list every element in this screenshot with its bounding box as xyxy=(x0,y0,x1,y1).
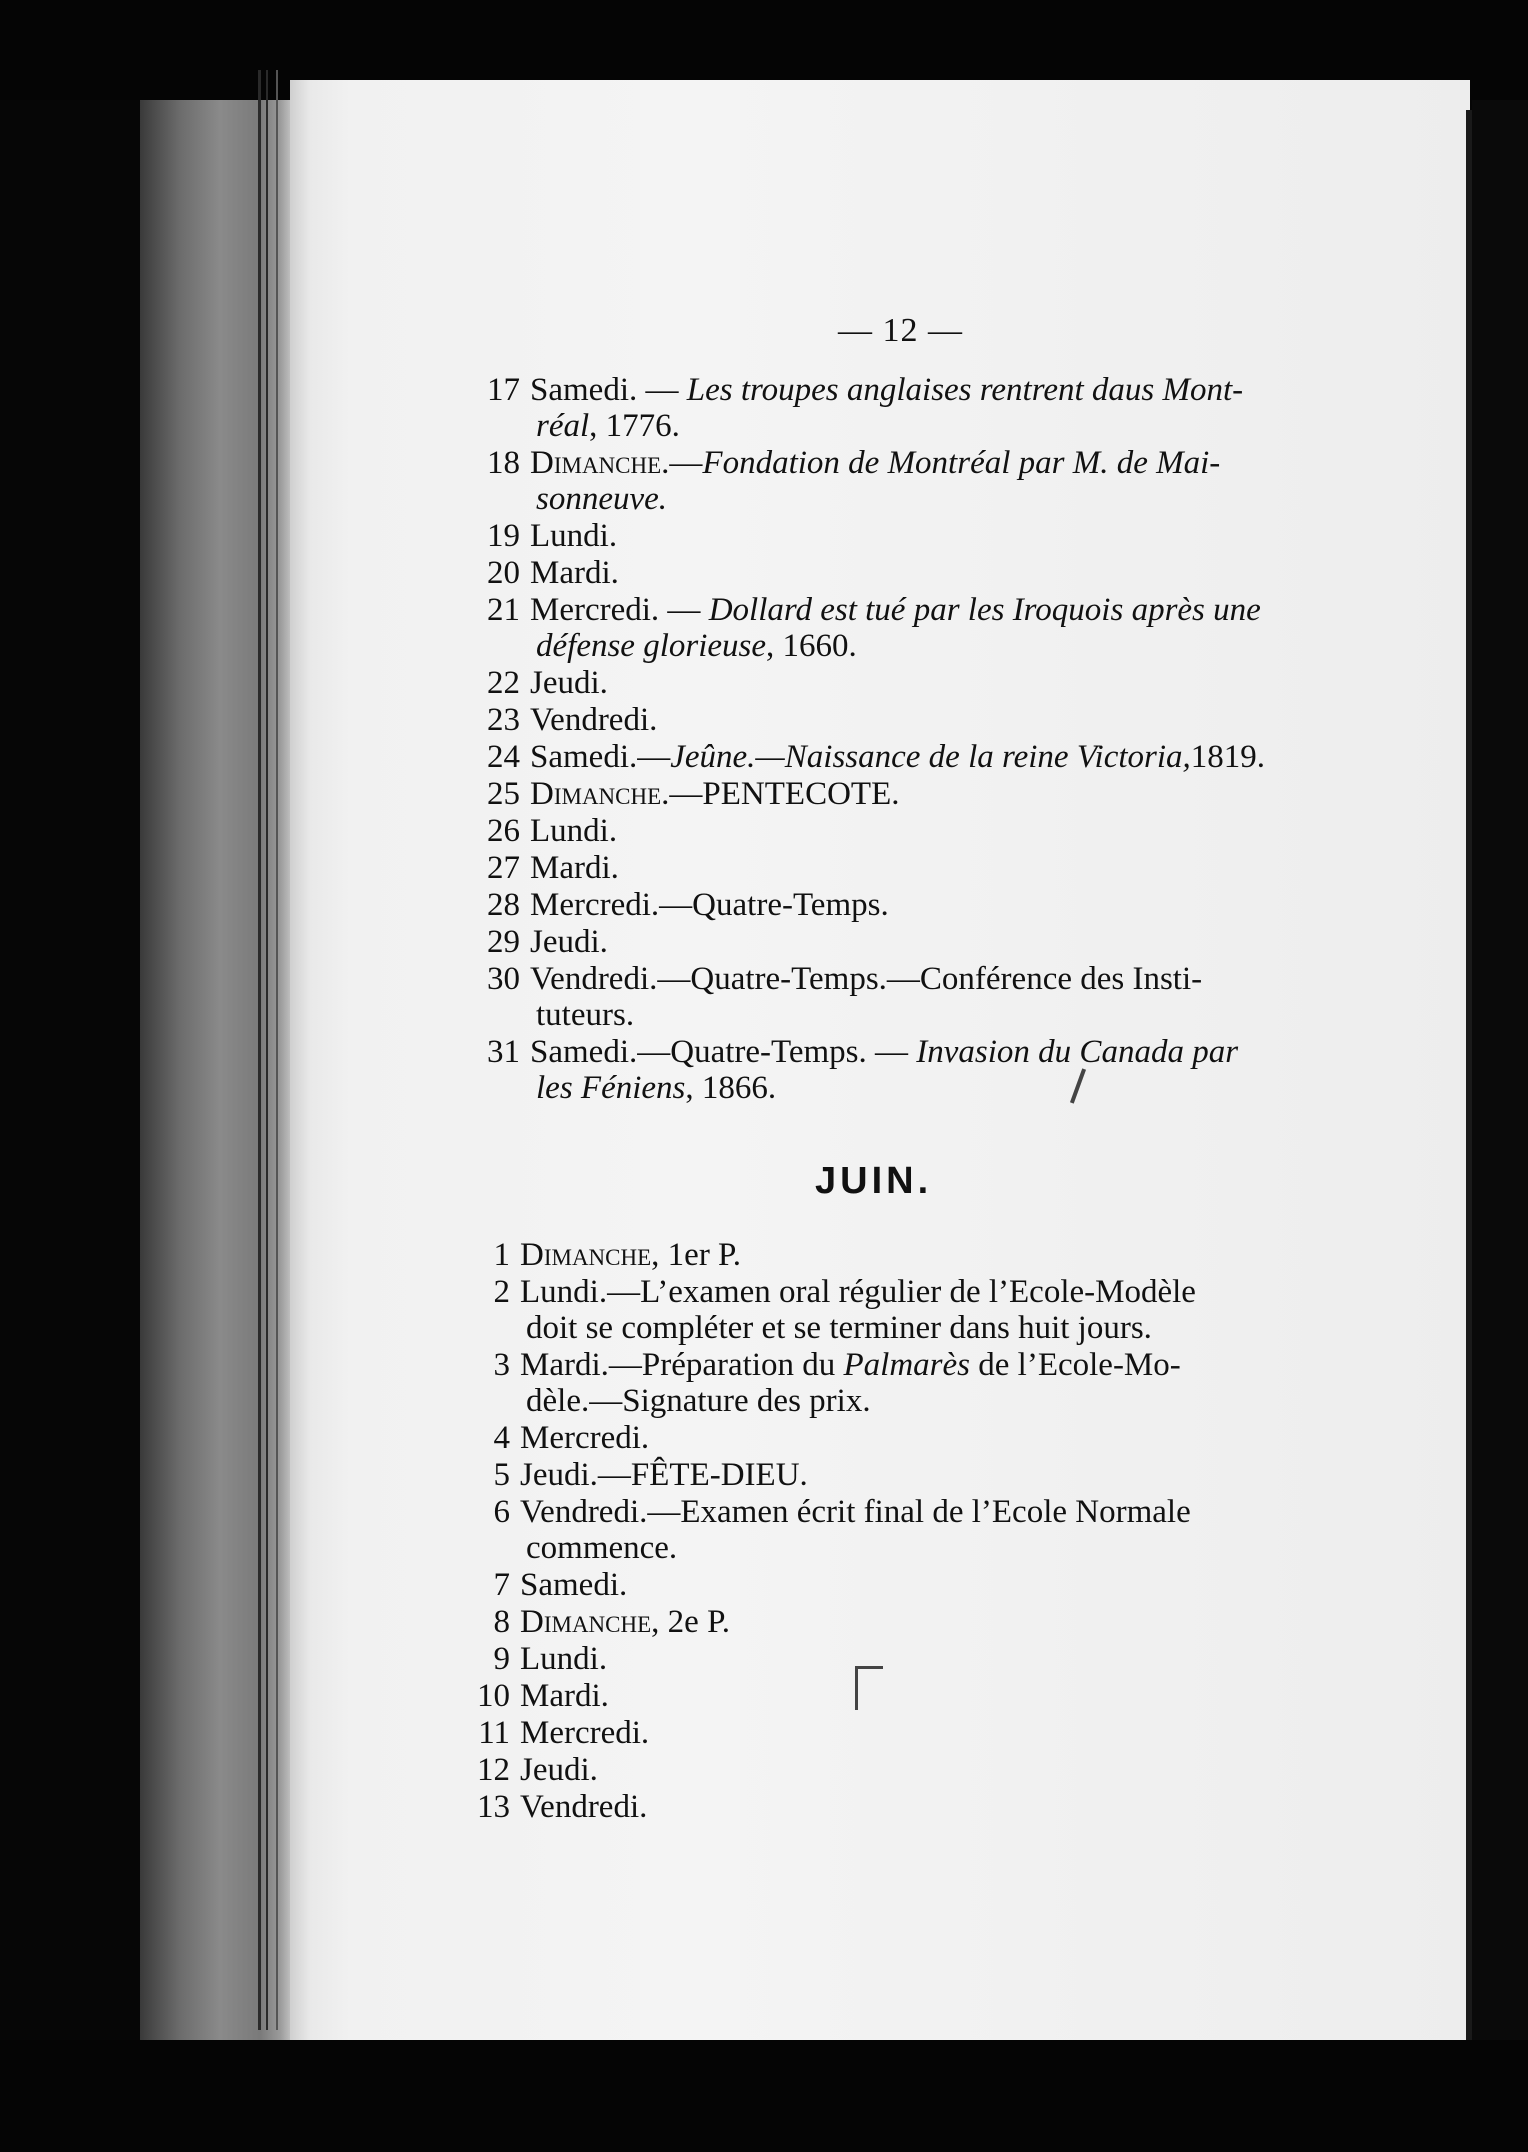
ink-mark xyxy=(855,1668,858,1710)
entry-fragment: Dimanche xyxy=(520,1604,652,1640)
calendar-entry xyxy=(440,887,1320,923)
calendar-entry xyxy=(430,1752,1310,1788)
entry-text xyxy=(530,372,1320,408)
entry-continuation xyxy=(530,628,1320,664)
may-calendar-list xyxy=(440,372,1320,1107)
entry-text xyxy=(520,1457,1310,1493)
entry-fragment: commence. xyxy=(526,1530,678,1566)
day-number: 24 xyxy=(487,739,520,775)
day-number: 31 xyxy=(487,1034,520,1070)
entry-fragment: Vendredi. xyxy=(530,702,658,738)
entry-text xyxy=(530,555,1320,591)
entry-text xyxy=(530,665,1320,701)
entry-text xyxy=(530,1034,1320,1070)
day-number: 12 xyxy=(477,1752,510,1788)
entry-fragment: Lundi.—L’examen oral régulier de l’Ecole-Modèle xyxy=(520,1274,1196,1310)
calendar-entry xyxy=(440,445,1320,517)
binding-line xyxy=(276,70,278,2030)
calendar-entry xyxy=(430,1789,1310,1825)
entry-text xyxy=(520,1567,1310,1603)
day-number: 26 xyxy=(487,813,520,849)
entry-fragment: Mercredi. xyxy=(520,1715,650,1751)
entry-text xyxy=(520,1715,1310,1751)
entry-continuation xyxy=(520,1530,1310,1566)
june-calendar-list xyxy=(430,1237,1310,1826)
entry-text xyxy=(530,813,1320,849)
day-number: 10 xyxy=(477,1678,510,1714)
entry-fragment: , 1er P. xyxy=(651,1237,742,1273)
entry-fragment: —PENTECOTE. xyxy=(669,776,900,812)
entry-fragment: Palmarès xyxy=(843,1347,971,1383)
entry-fragment: Dimanche xyxy=(520,1237,652,1273)
day-number: 21 xyxy=(487,592,520,628)
calendar-entry xyxy=(440,924,1320,960)
entry-fragment: Mercredi. xyxy=(520,1420,650,1456)
entry-continuation xyxy=(520,1310,1310,1346)
entry-continuation xyxy=(520,1383,1310,1419)
day-number: 1 xyxy=(493,1237,510,1273)
entry-fragment: Fondation de Montréal par M. de Mai- xyxy=(702,445,1221,481)
entry-fragment: Mardi. xyxy=(520,1678,609,1714)
day-number: 5 xyxy=(493,1457,510,1493)
entry-text xyxy=(530,702,1320,738)
calendar-entry xyxy=(440,961,1320,1033)
calendar-entry xyxy=(430,1420,1310,1456)
entry-text xyxy=(520,1420,1310,1456)
entry-fragment: , 1776. xyxy=(589,408,680,444)
ink-mark xyxy=(855,1666,883,1669)
day-number: 30 xyxy=(487,961,520,997)
day-number: 27 xyxy=(487,850,520,886)
calendar-entry xyxy=(440,702,1320,738)
entry-fragment: Jeudi. xyxy=(520,1752,598,1788)
day-number: 17 xyxy=(487,372,520,408)
entry-fragment: — xyxy=(669,445,703,481)
calendar-entry xyxy=(440,813,1320,849)
entry-fragment: sonneuve. xyxy=(536,481,668,517)
entry-fragment: Lundi. xyxy=(530,813,618,849)
entry-fragment: Jeudi. xyxy=(530,924,608,960)
entry-fragment: Invasion du Canada par xyxy=(916,1034,1239,1070)
entry-text xyxy=(520,1347,1310,1383)
calendar-entry xyxy=(430,1457,1310,1493)
day-number: 23 xyxy=(487,702,520,738)
entry-fragment: Samedi.— xyxy=(530,739,671,775)
calendar-entry xyxy=(430,1237,1310,1273)
entry-fragment: Samedi.—Quatre-Temps. — xyxy=(530,1034,917,1070)
calendar-entry xyxy=(440,850,1320,886)
calendar-entry xyxy=(430,1678,1310,1714)
calendar-entry xyxy=(430,1494,1310,1566)
day-number: 13 xyxy=(477,1789,510,1825)
entry-text xyxy=(530,776,1320,812)
day-number: 29 xyxy=(487,924,520,960)
entry-fragment: les Féniens xyxy=(536,1070,686,1106)
calendar-entry xyxy=(430,1567,1310,1603)
calendar-entry xyxy=(440,739,1320,775)
calendar-entry xyxy=(440,1034,1320,1106)
entry-continuation xyxy=(530,481,1320,517)
day-number: 3 xyxy=(493,1347,510,1383)
entry-fragment: , 1866. xyxy=(685,1070,777,1106)
entry-text xyxy=(520,1237,1310,1273)
day-number: 7 xyxy=(493,1567,510,1603)
month-title: JUIN. xyxy=(815,1160,933,1202)
entry-fragment: Mercredi. — xyxy=(530,592,709,628)
day-number: 9 xyxy=(493,1641,510,1677)
entry-fragment: Jeûne.—Naissance de la reine Victoria, xyxy=(670,739,1191,775)
calendar-entry xyxy=(430,1604,1310,1640)
entry-fragment: tuteurs. xyxy=(536,997,635,1033)
entry-text xyxy=(530,961,1320,997)
entry-text xyxy=(530,850,1320,886)
entry-text xyxy=(520,1752,1310,1788)
calendar-entry xyxy=(430,1274,1310,1346)
entry-fragment: Les troupes anglaises rentrent daus Mont- xyxy=(686,372,1244,408)
calendar-entry xyxy=(430,1347,1310,1419)
day-number: 8 xyxy=(493,1604,510,1640)
entry-fragment: Mardi.—Préparation du xyxy=(520,1347,844,1383)
entry-fragment: Lundi. xyxy=(530,518,618,554)
calendar-entry xyxy=(440,665,1320,701)
entry-text xyxy=(520,1604,1310,1640)
film-border-bottom xyxy=(0,2040,1528,2152)
entry-fragment: Mercredi.—Quatre-Temps. xyxy=(530,887,889,923)
entry-fragment: Mardi. xyxy=(530,555,619,591)
entry-text xyxy=(530,924,1320,960)
day-number: 6 xyxy=(493,1494,510,1530)
entry-text xyxy=(520,1641,1310,1677)
entry-fragment: Mardi. xyxy=(530,850,619,886)
calendar-entry xyxy=(440,372,1320,444)
entry-fragment: Dollard est tué par les Iroquois après une xyxy=(708,592,1261,628)
entry-fragment: Vendredi. xyxy=(520,1789,648,1825)
film-border-right xyxy=(1472,100,1528,2040)
calendar-entry xyxy=(430,1641,1310,1677)
calendar-entry xyxy=(440,592,1320,664)
entry-fragment: 1819. xyxy=(1190,739,1266,775)
entry-continuation xyxy=(530,997,1320,1033)
day-number: 25 xyxy=(487,776,520,812)
binding-line xyxy=(266,70,268,2030)
entry-fragment: Dimanche. xyxy=(530,776,670,812)
day-number: 20 xyxy=(487,555,520,591)
calendar-entry xyxy=(440,776,1320,812)
entry-text xyxy=(530,592,1320,628)
entry-continuation xyxy=(530,1070,1320,1106)
calendar-entry xyxy=(440,518,1320,554)
calendar-entry xyxy=(440,555,1320,591)
entry-fragment: , 2e P. xyxy=(651,1604,731,1640)
entry-continuation xyxy=(530,408,1320,444)
day-number: 19 xyxy=(487,518,520,554)
entry-fragment: réal xyxy=(536,408,590,444)
entry-fragment: Lundi. xyxy=(520,1641,608,1677)
entry-text xyxy=(520,1494,1310,1530)
entry-fragment: doit se compléter et se terminer dans huit jours. xyxy=(526,1310,1152,1346)
entry-fragment: défense glorieuse xyxy=(536,628,767,664)
entry-fragment: Samedi. — xyxy=(530,372,687,408)
entry-text xyxy=(520,1678,1310,1714)
entry-text xyxy=(530,518,1320,554)
entry-fragment: Dimanche. xyxy=(530,445,670,481)
entry-fragment: Jeudi. xyxy=(530,665,608,701)
entry-text xyxy=(520,1789,1310,1825)
entry-fragment: Vendredi.—Quatre-Temps.—Conférence des Insti- xyxy=(530,961,1203,997)
entry-text xyxy=(530,445,1320,481)
entry-fragment: Jeudi.—FÊTE-DIEU. xyxy=(520,1457,808,1493)
entry-text xyxy=(530,739,1320,775)
entry-fragment: , 1660. xyxy=(766,628,857,664)
binding-line xyxy=(258,70,261,2030)
day-number: 22 xyxy=(487,665,520,701)
page-number: — 12 — xyxy=(838,312,963,349)
day-number: 28 xyxy=(487,887,520,923)
calendar-entry xyxy=(430,1715,1310,1751)
entry-fragment: de l’Ecole-Mo- xyxy=(970,1347,1181,1383)
entry-fragment: dèle.—Signature des prix. xyxy=(526,1383,871,1419)
day-number: 18 xyxy=(487,445,520,481)
entry-fragment: Vendredi.—Examen écrit final de l’Ecole Normale xyxy=(520,1494,1191,1530)
entry-text xyxy=(530,887,1320,923)
day-number: 2 xyxy=(493,1274,510,1310)
entry-fragment: Samedi. xyxy=(520,1567,628,1603)
day-number: 4 xyxy=(493,1420,510,1456)
day-number: 11 xyxy=(478,1715,510,1751)
entry-text xyxy=(520,1274,1310,1310)
